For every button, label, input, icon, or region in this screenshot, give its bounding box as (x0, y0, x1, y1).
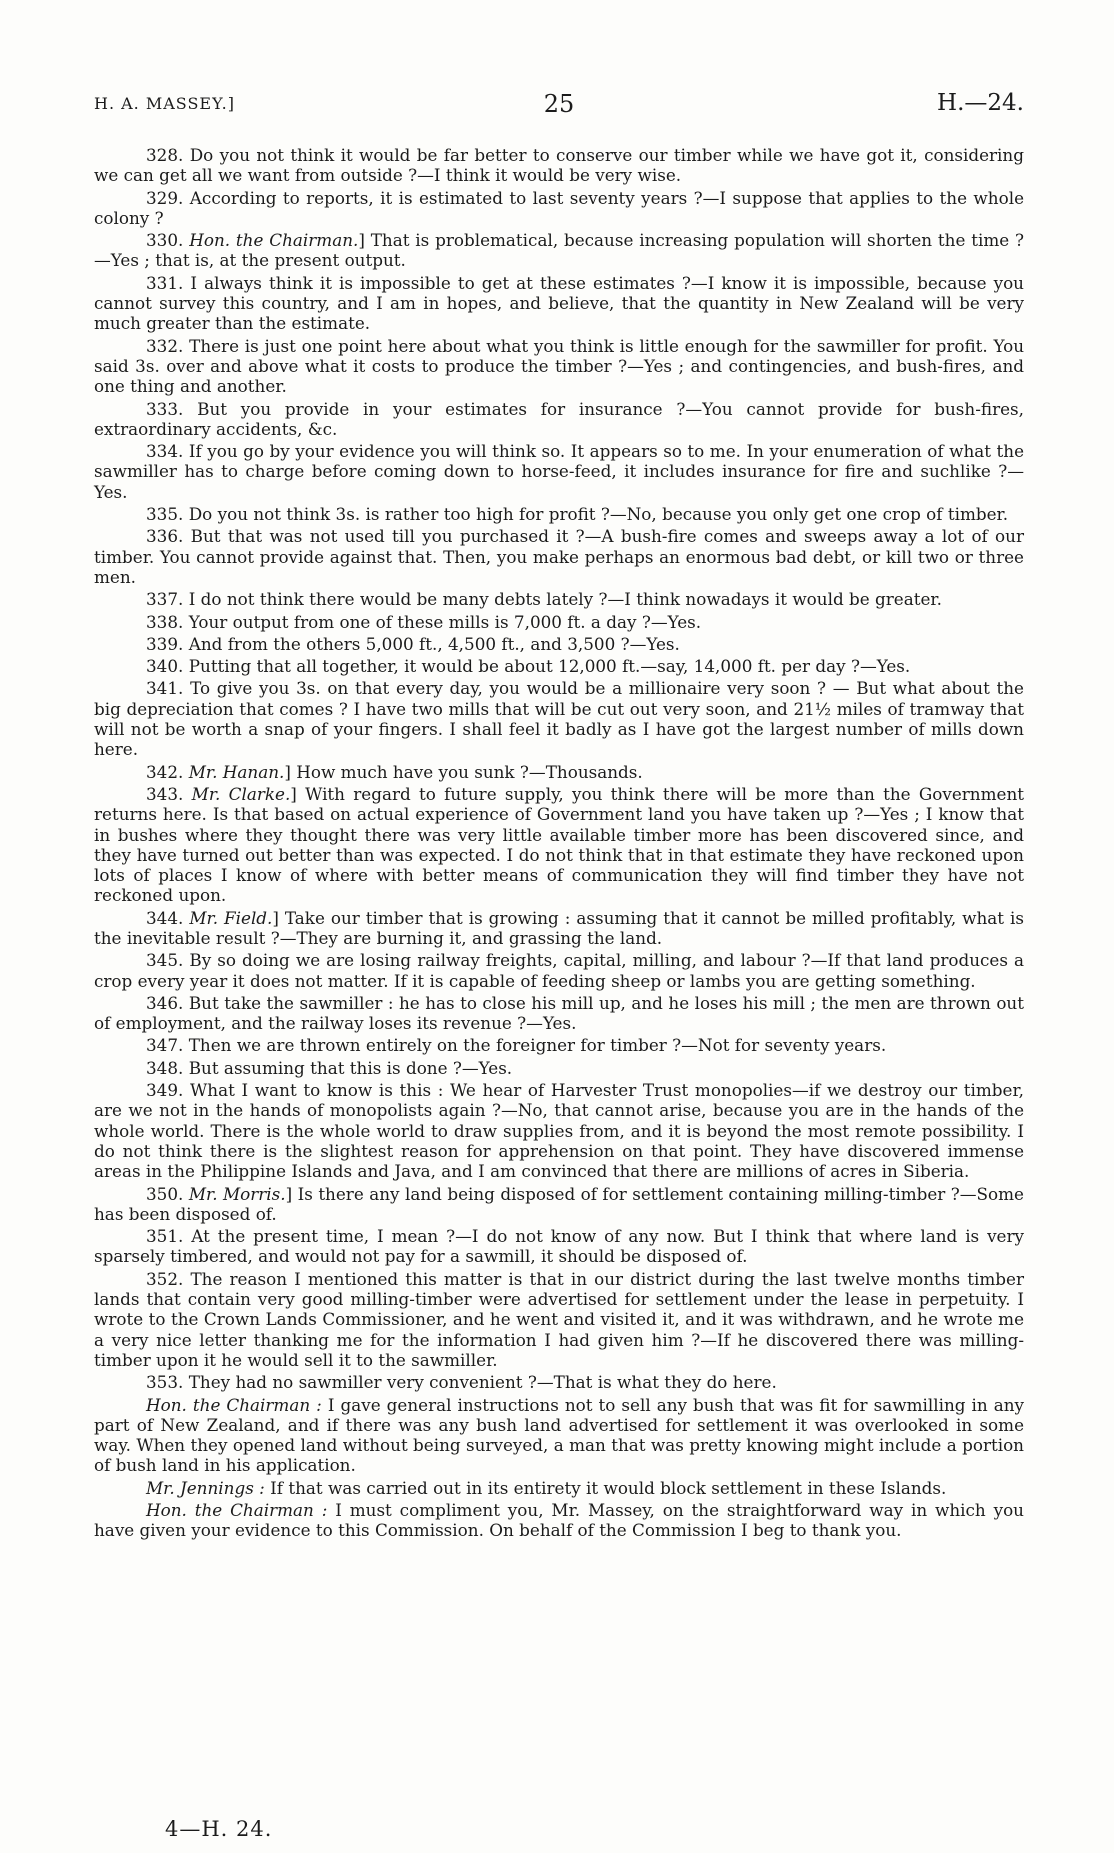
question-number: 345. (146, 950, 184, 971)
evidence-paragraph (94, 1478, 1024, 1498)
paragraph-text: And from the others 5,000 ft., 4,500 ft., and 3,500 ?—Yes. (188, 633, 680, 654)
evidence-paragraph (94, 589, 1024, 609)
evidence-paragraph (94, 678, 1024, 759)
paragraph-text: Putting that all together, it would be about 12,000 ft.—say, 14,000 ft. per day ?—Yes. (188, 656, 911, 677)
question-number: 337. (146, 589, 184, 610)
question-number: 336. (146, 526, 184, 547)
paragraph-text: If that was carried out in its entirety it would block settlement in these Islands. (264, 1477, 947, 1498)
evidence-paragraph (94, 950, 1024, 991)
paragraph-text: Your output from one of these mills is 7,000 ft. a day ?—Yes. (188, 611, 702, 632)
evidence-paragraph (94, 908, 1024, 949)
evidence-paragraph (94, 1184, 1024, 1225)
signature-mark: 4—H. 24. (165, 1817, 273, 1841)
question-number: 329. (146, 187, 184, 208)
paragraph-text: ] Is there any land being disposed of for settlement containing milling-timber ?—Some has been disposed of. (94, 1183, 1024, 1224)
speaker-name: Hon. the Chairman. (189, 230, 359, 251)
evidence-paragraph (94, 441, 1024, 502)
question-number: 350. (146, 1183, 184, 1204)
evidence-paragraph (94, 634, 1024, 654)
question-number: 341. (146, 678, 184, 699)
paragraph-text: I must compliment you, Mr. Massey, on the straightforward way in which you have given your evidence to this Commission. On behalf of the Commission I beg to thank you. (94, 1500, 1024, 1541)
speaker-name: Hon. the Chairman : (146, 1394, 322, 1415)
question-number: 332. (146, 335, 184, 356)
page-header (94, 90, 1024, 126)
evidence-paragraph (94, 188, 1024, 229)
question-number: 333. (146, 398, 184, 419)
question-number: 347. (146, 1035, 184, 1056)
speaker-name: Hon. the Chairman : (146, 1500, 328, 1520)
question-number: 344. (146, 907, 184, 928)
question-number: 328. (146, 145, 184, 165)
evidence-paragraph (94, 1395, 1024, 1476)
evidence-paragraph (94, 504, 1024, 524)
paragraph-text: I do not think there would be many debts lately ?—I think nowadays it would be greater. (188, 589, 942, 610)
question-number: 343. (146, 783, 184, 804)
speaker-name: Mr. Field. (189, 907, 273, 928)
evidence-paragraph (94, 1372, 1024, 1392)
speaker-name: Mr. Hanan. (188, 761, 285, 782)
evidence-paragraph (94, 526, 1024, 587)
paragraph-text: According to reports, it is estimated to last seventy years ?—I suppose that applies to the whole colony ? (94, 187, 1024, 228)
header-witness-name: H. A. MASSEY.] (94, 94, 235, 113)
evidence-paragraph (94, 1226, 1024, 1267)
question-number: 334. (146, 441, 184, 462)
question-number: 338. (146, 611, 184, 632)
question-number: 351. (146, 1226, 184, 1247)
evidence-paragraph (94, 784, 1024, 906)
evidence-paragraph (94, 336, 1024, 397)
paragraph-text: ] How much have you sunk ?—Thousands. (284, 761, 643, 782)
evidence-paragraph (94, 1500, 1024, 1541)
evidence-paragraph (94, 273, 1024, 334)
evidence-paragraph (94, 656, 1024, 676)
paragraph-text: ] Take our timber that is growing : assuming that it cannot be milled profitably, what is the inevitable result ?—They are burning it, and grassing the land. (94, 907, 1024, 948)
paragraph-text: ] With regard to future supply, you think there will be more than the Government returns here. Is that based on actual experience of Government land you have taken up ?—Yes ; I know that in bushes where they thought there was very little available timber more has been discovered since, and they have turned out better than was expected. I do not think that in that estimate they have reckoned upon lots of places I know of where with better means of communication they will find timber they have not reckoned upon. (94, 783, 1024, 906)
evidence-paragraph (94, 1058, 1024, 1078)
evidence-paragraph (94, 612, 1024, 632)
question-number: 331. (146, 272, 184, 293)
paragraph-text: But take the sawmiller : he has to close his mill up, and he loses his mill ; the men are thrown out of employment, and the railway loses its revenue ?—Yes. (94, 992, 1024, 1034)
paragraph-text: There is just one point here about what you think is little enough for the sawmiller for profit. You said 3s. over and above what it costs to produce the timber ?—Yes ; and contingencies, and bush-fires, and one thing and another. (94, 335, 1025, 397)
speaker-name: Mr. Morris. (188, 1183, 286, 1204)
question-number: 346. (146, 992, 184, 1013)
paragraph-text: ] That is problematical, because increasing population will shorten the time ?—Yes ; that is, at the present output. (94, 230, 1024, 271)
evidence-paragraph (94, 230, 1024, 271)
evidence-paragraph (94, 399, 1024, 440)
paragraph-text: If you go by your evidence you will think so. It appears so to me. In your enumeration of what the sawmiller has to charge before coming down to horse-feed, it includes insurance for fire and suchlike ?—Yes. (94, 441, 1024, 502)
question-number: 340. (146, 656, 184, 677)
evidence-paragraph (94, 762, 1024, 782)
question-number: 342. (146, 761, 184, 782)
document-reference: H.—24. (937, 90, 1024, 116)
question-number: 353. (146, 1372, 184, 1393)
paragraph-text: They had no sawmiller very convenient ?—That is what they do here. (188, 1372, 777, 1393)
paragraph-text: Do you not think 3s. is rather too high for profit ?—No, because you only get one crop of timber. (188, 504, 1009, 525)
question-number: 348. (146, 1057, 184, 1078)
evidence-paragraph (94, 1035, 1024, 1055)
page-number: 25 (543, 90, 575, 118)
paragraph-text: Then we are thrown entirely on the foreigner for timber ?—Not for seventy years. (188, 1035, 887, 1056)
evidence-body (94, 145, 1024, 1543)
paragraph-text: By so doing we are losing railway freights, capital, milling, and labour ?—If that land produces a crop every year it does not matter. If it is capable of feeding sheep or lambs you are getting something. (94, 950, 1024, 991)
paragraph-text: But assuming that this is done ?—Yes. (188, 1057, 513, 1078)
paragraph-text: I always think it is impossible to get at these estimates ?—I know it is impossible, because you cannot survey this country, and I am in hopes, and believe, that the quantity in New Zealand will be very much greater than the estimate. (94, 272, 1024, 334)
paragraph-text: To give you 3s. on that every day, you would be a millionaire very soon ? — But what about the big depreciation that comes ? I have two mills that will be cut out very soon, and 21½ miles of tramway that will not be worth a snap of your fingers. I shall feel it badly as I have got the largest number of mills down here. (94, 678, 1024, 760)
paragraph-text: The reason I mentioned this matter is that in our district during the last twelve months timber lands that contain very good milling-timber were advertised for settlement under the lease in perpetuity. I wrote to the Crown Lands Commissioner, and he went and visited it, and it was withdrawn, and he wrote me a very nice letter thanking me for the information I had given him ?—If he discovered there was milling-timber upon it he would sell it to the sawmiller. (94, 1268, 1024, 1370)
paragraph-text: Do you not think it would be far better to conserve our timber while we have got it, considering we can get all we want from outside ?—I think it would be very wise. (94, 145, 1024, 186)
evidence-paragraph (94, 1269, 1024, 1370)
speaker-name: Mr. Jennings : (146, 1477, 265, 1498)
evidence-paragraph (94, 1080, 1024, 1181)
paragraph-text: But that was not used till you purchased it ?—A bush-fire comes and sweeps away a lot of our timber. You cannot provide against that. Then, you make perhaps an enormous bad debt, or kill two or three men. (94, 526, 1024, 587)
evidence-paragraph (94, 993, 1024, 1034)
question-number: 335. (146, 504, 184, 525)
question-number: 352. (146, 1268, 184, 1289)
paragraph-text: But you provide in your estimates for insurance ?—You cannot provide for bush-fires, extraordinary accidents, &c. (94, 398, 1024, 439)
paragraph-text: I gave general instructions not to sell any bush that was fit for sawmilling in any part of New Zealand, and if there was any bush land advertised for settlement it was overlooked in some way. When they opened land without being surveyed, a man that was pretty knowing might include a portion of bush land in his application. (94, 1394, 1024, 1476)
question-number: 330. (146, 230, 184, 251)
paragraph-text: At the present time, I mean ?—I do not know of any now. But I think that where land is very sparsely timbered, and would not pay for a sawmill, it should be disposed of. (94, 1226, 1024, 1267)
evidence-paragraph (94, 145, 1024, 186)
question-number: 349. (146, 1080, 184, 1101)
speaker-name: Mr. Clarke. (191, 783, 291, 804)
question-number: 339. (146, 633, 184, 654)
paragraph-text: What I want to know is this : We hear of Harvester Trust monopolies—if we destroy our timber, are we not in the hands of monopolists again ?—No, that cannot arise, because you are in the hands of the whole world. There is the whole world to draw supplies from, and it is beyond the most remote possibility. I do not think there is the slightest reason for apprehension on that point. They have discovered immense areas in the Philippine Islands and Java, and I am convinced that there are millions of acres in Siberia. (94, 1080, 1024, 1182)
